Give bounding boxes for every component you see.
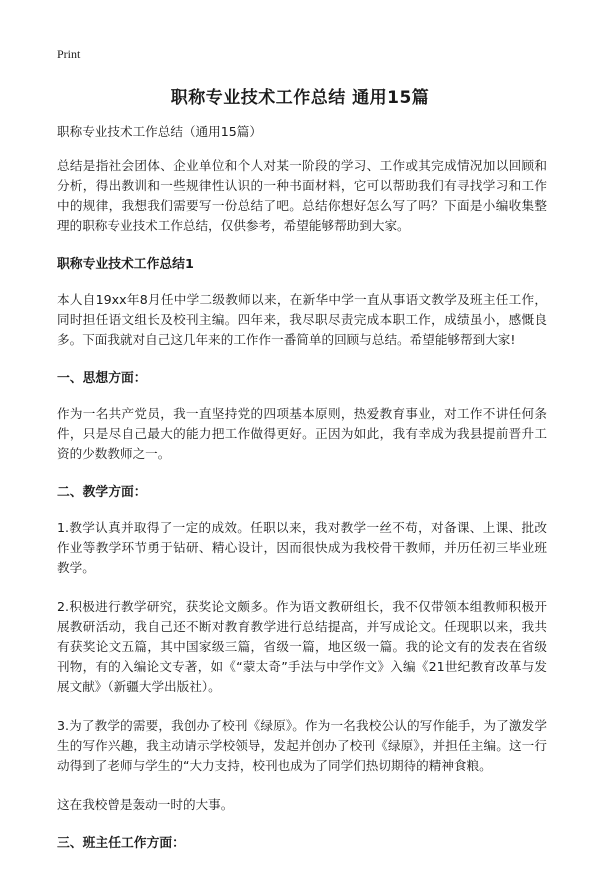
teaching-item-2: 2.积极进行教学研究，获奖论文颇多。作为语文教研组长，我不仅带领本组教师积极开展教研活动，我自己还不断对教育教学进行总结提高，并写成论文。任现职以来，我共有获奖论文五篇，其中国家级三篇，省级一篇，地区级一篇。我的论文有的发表在省级刊物，有的入编论文专著，如《“蒙太奇”手法与中学作文》入编《21世纪教育改革与发展文献》（新疆大学出版社）。	[57, 599, 547, 694]
document-subtitle: 职称专业技术工作总结（通用15篇）	[57, 124, 262, 139]
document-body	[57, 122, 547, 869]
teaching-item-1: 1.教学认真并取得了一定的成效。任职以来，我对教学一丝不苟，对备课、上课、批改作业等教学环节勇于钻研、精心设计，因而很快成为我校骨干教师，并历任初三毕业班教学。	[57, 520, 547, 575]
part-heading-teaching: 二、教学方面：	[57, 485, 147, 500]
teaching-item-3: 3.为了教学的需要，我创办了校刊《绿原》。作为一名我校公认的写作能手，为了激发学生的写作兴趣，我主动请示学校领导，发起并创办了校刊《绿原》，并担任主编。这一行动得到了老师与学生的“大力支持，校刊也成为了同学们热切期待的精神食粮。	[57, 718, 547, 773]
part-heading-thought: 一、思想方面：	[57, 371, 147, 386]
thought-paragraph: 作为一名共产党员，我一直坚持党的四项基本原则，热爱教育事业，对工作不讲任何条件，只是尽自己最大的能力把工作做得更好。正因为如此，我有幸成为我县提前晋升工资的少数教师之一。	[57, 406, 547, 461]
intro-paragraph: 总结是指社会团体、企业单位和个人对某一阶段的学习、工作或其完成情况加以回顾和分析，得出教训和一些规律性认识的一种书面材料，它可以帮助我们有寻找学习和工作中的规律，我想我们需要写一份总结了吧。总结你想好怎么写了吗？下面是小编收集整理的职称专业技术工作总结，仅供参考，希望能够帮助到大家。	[57, 158, 547, 233]
print-link[interactable]: Print	[57, 47, 81, 61]
section-heading: 职称专业技术工作总结1	[57, 257, 194, 272]
teaching-tail: 这在我校曾是轰动一时的大事。	[57, 797, 234, 812]
section-paragraph: 本人自19xx年8月任中学二级教师以来，在新华中学一直从事语文教学及班主任工作，同时担任语文组长及校刊主编。四年来，我尽职尽责完成本职工作，成绩虽小，感慨良多。下面我就对自己这几年来的工作作一番简单的回顾与总结。希望能够帮到大家!	[57, 292, 547, 347]
document-title: 职称专业技术工作总结 通用15篇	[170, 88, 430, 108]
part-heading-class-teacher: 三、班主任工作方面：	[57, 836, 185, 851]
